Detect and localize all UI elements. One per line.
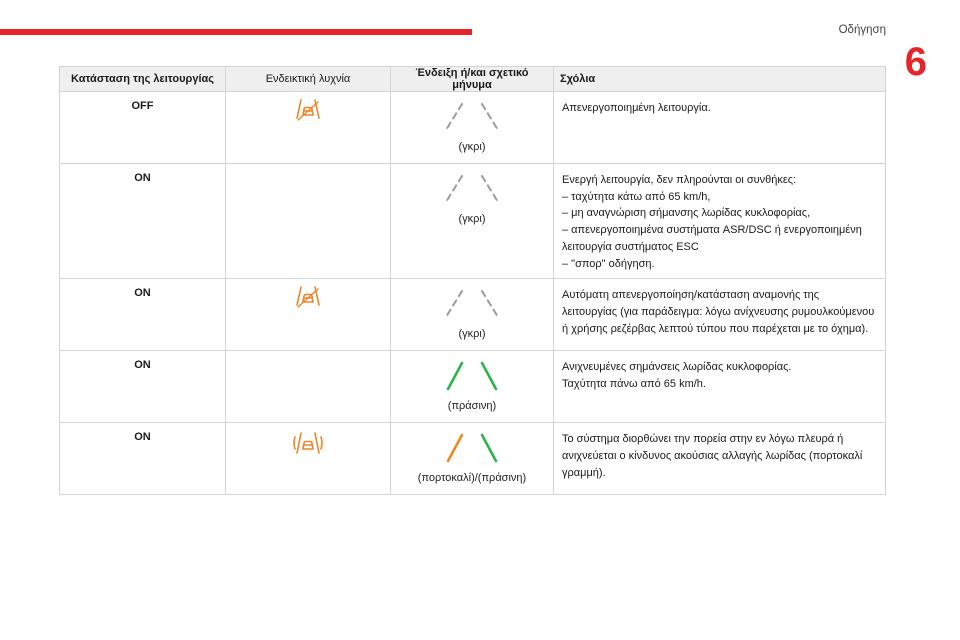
state-cell: OFF xyxy=(60,92,226,164)
comment-line: Ενεργή λειτουργία, δεν πληρούνται οι συνθήκες: xyxy=(562,174,797,186)
lane-lines-orange-green-icon xyxy=(440,433,504,463)
table-row xyxy=(60,351,886,423)
section-title: Οδήγηση xyxy=(838,24,886,36)
comment-line: – ταχύτητα κάτω από 65 km/h, xyxy=(562,190,711,203)
lamp-cell xyxy=(226,279,391,351)
comment-cell xyxy=(554,92,886,164)
message-cell xyxy=(391,423,554,495)
state-cell: ON xyxy=(60,351,226,423)
lane-lines-grey-icon xyxy=(440,289,504,319)
table-row xyxy=(60,279,886,351)
message-cell xyxy=(391,279,554,351)
comment-line: – "σπορ" οδήγηση. xyxy=(562,257,655,270)
lamp-cell xyxy=(226,164,391,279)
comment-line: – απενεργοποιημένα συστήματα ASR/DSC ή ενεργοποιημένη λειτουργία συστήματος ESC xyxy=(562,224,862,253)
message-cell xyxy=(391,164,554,279)
table-header-row xyxy=(60,67,886,92)
comment-cell xyxy=(554,351,886,423)
lamp-cell xyxy=(226,351,391,423)
comment-line: Το σύστημα διορθώνει την πορεία στην εν λόγω πλευρά ή ανιχνεύεται ο κίνδυνος ακούσιας αλλαγής λωρίδας (πορτοκαλί γραμμή). xyxy=(562,433,863,479)
message-caption: (πορτοκαλί)/(πράσινη) xyxy=(417,472,527,485)
lane-departure-warning-icon xyxy=(293,429,323,457)
lane-lines-green-icon xyxy=(440,361,504,391)
lane-assist-table xyxy=(59,66,886,495)
state-cell: ON xyxy=(60,423,226,495)
comment-line: Ταχύτητα πάνω από 65 km/h. xyxy=(562,378,706,391)
lane-lines-grey-icon xyxy=(440,102,504,132)
column-header-lamp: Ενδεικτική λυχνία xyxy=(226,67,391,92)
lane-departure-off-icon xyxy=(295,98,321,122)
comment-cell xyxy=(554,279,886,351)
column-header-state: Κατάσταση της λειτουργίας xyxy=(60,67,226,92)
chapter-number: 6 xyxy=(904,40,927,84)
message-caption: (γκρι) xyxy=(458,213,486,225)
comment-line: Αυτόματη απενεργοποίηση/κατάσταση αναμονής της λειτουργίας (για παράδειγμα: λόγω ανίχνευσης ρυμουλκούμενου ή χρήσης ρεζέρβας λεπτού τύπου που παρέχεται με το όχημα). xyxy=(562,289,875,335)
state-cell: ON xyxy=(60,279,226,351)
lane-lines-grey-icon xyxy=(440,174,504,204)
message-cell xyxy=(391,351,554,423)
message-caption: (γκρι) xyxy=(458,328,486,341)
lane-departure-off-icon xyxy=(295,285,321,309)
table-row xyxy=(60,423,886,495)
comment-cell xyxy=(554,164,886,279)
state-cell: ON xyxy=(60,164,226,279)
comment-line: Ανιχνευμένες σημάνσεις λωρίδας κυκλοφορίας. xyxy=(562,361,792,374)
lamp-cell xyxy=(226,423,391,495)
comment-line: Απενεργοποιημένη λειτουργία. xyxy=(562,102,711,114)
column-header-message: Ένδειξη ή/και σχετικό μήνυμα xyxy=(391,67,554,92)
message-cell xyxy=(391,92,554,164)
comment-cell xyxy=(554,423,886,495)
table-row xyxy=(60,92,886,164)
lamp-cell xyxy=(226,92,391,164)
message-caption: (γκρι) xyxy=(458,141,486,153)
accent-bar xyxy=(0,29,472,35)
table-row xyxy=(60,164,886,279)
comment-line: – μη αναγνώριση σήμανσης λωρίδας κυκλοφορίας, xyxy=(562,207,811,220)
column-header-comments: Σχόλια xyxy=(554,67,886,92)
message-caption: (πράσινη) xyxy=(447,400,497,413)
